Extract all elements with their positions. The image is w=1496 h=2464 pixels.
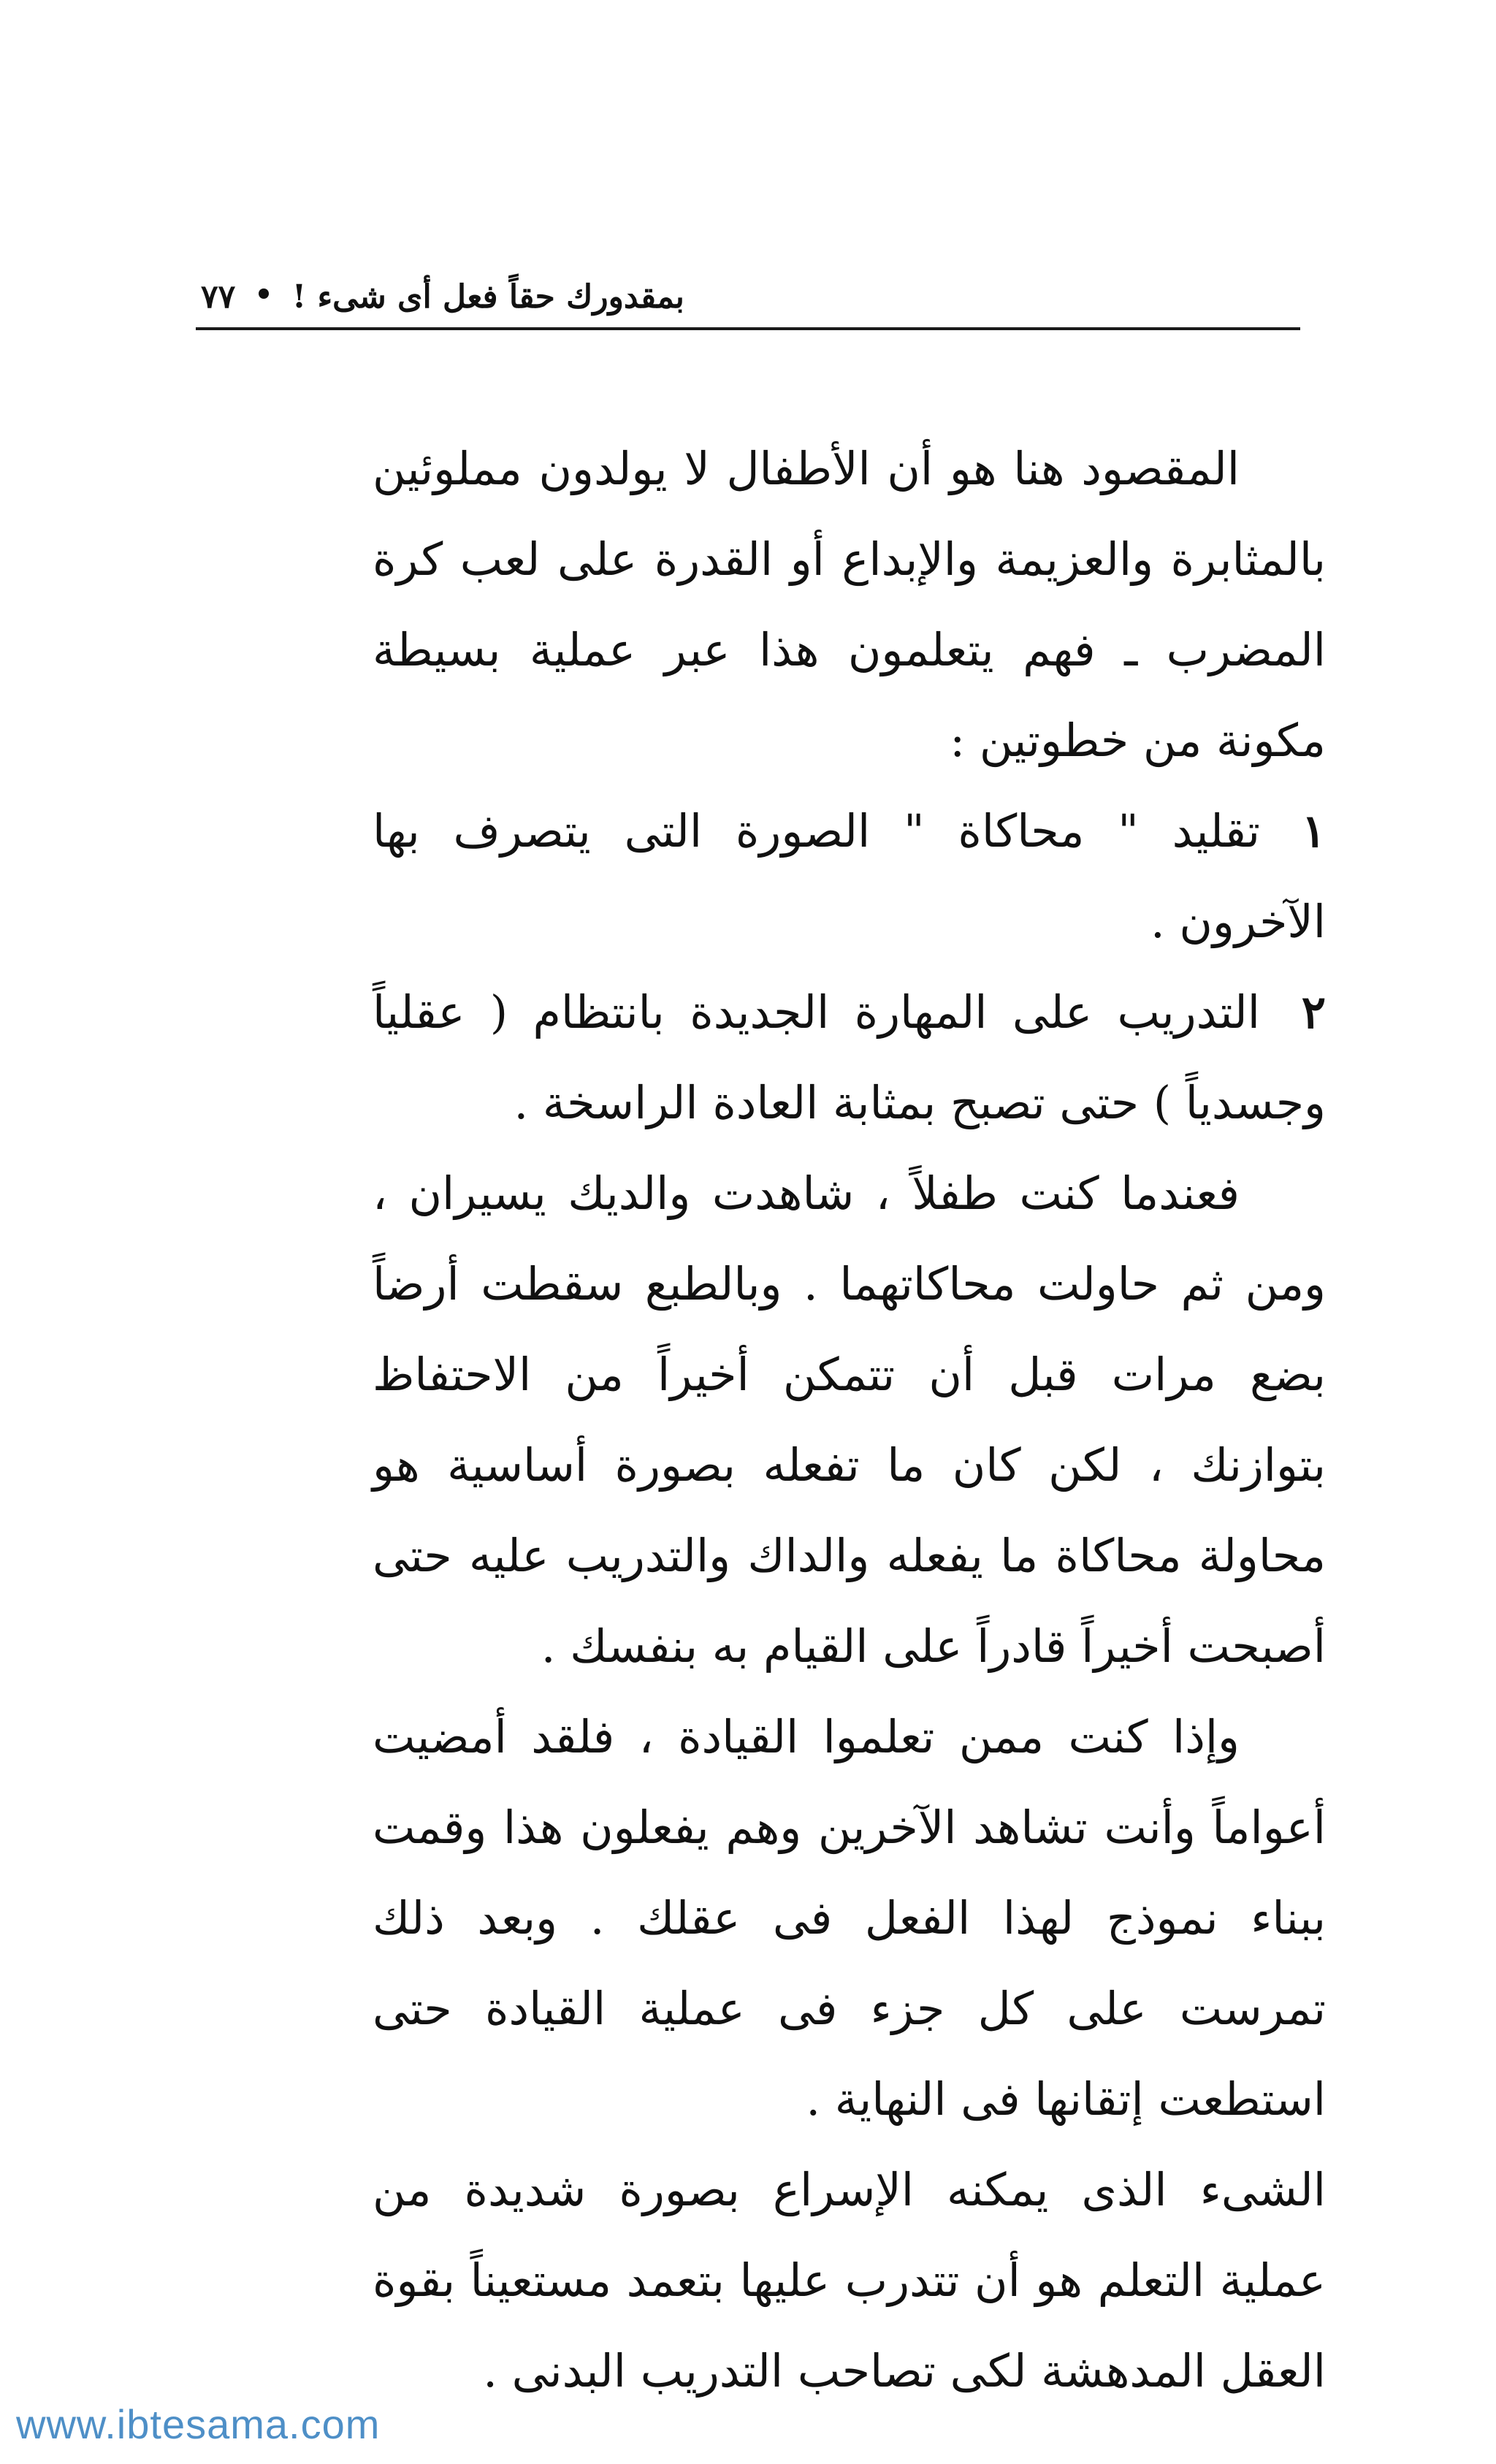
running-head-title: بمقدورك حقاً فعل أى شىء ! — [291, 278, 684, 316]
list-item-1 — [373, 786, 1326, 967]
running-head — [201, 257, 1295, 316]
list-item-2-number: ٢ — [1301, 985, 1326, 1039]
list-item-2 — [373, 967, 1326, 1148]
header-rule — [196, 327, 1300, 330]
bullet-separator: • — [254, 278, 273, 312]
list-item-2-text: التدريب على المهارة الجديدة بانتظام ( عقلياً وجسدياً ) حتى تصبح بمثابة العادة الراسخة . — [373, 985, 1326, 1129]
paragraph-4: الشىء الذى يمكنه الإسراع بصورة شديدة من عملية التعلم هو أن تتدرب عليها بتعمد مستعيناً بقوة العقل المدهشة لكى تصاحب التدريب البدنى . — [373, 2163, 1326, 2398]
paragraph-3: وإذا كنت ممن تعلموا القيادة ، فلقد أمضيت أعواماً وأنت تشاهد الآخرين وهم يفعلون هذا وقمت ببناء نموذج لهذا الفعل فى عقلك . وبعد ذلك تمرست على كل جزء فى عملية القيادة حتى استطعت إتقانها فى النهاية . — [373, 1710, 1326, 2126]
list-item-1-text: تقليد " محاكاة " الصورة التى يتصرف بها الآخرون . — [373, 804, 1326, 948]
paragraph-1: المقصود هنا هو أن الأطفال لا يولدون مملوئين بالمثابرة والعزيمة والإبداع أو القدرة على لعب كرة المضرب ـ فهم يتعلمون هذا عبر عملية بسيطة مكونة من خطوتين : — [373, 442, 1326, 767]
watermark-url: www.ibtesama.com — [16, 2401, 381, 2447]
page-number: ٧٧ — [201, 278, 236, 316]
paragraph-2: فعندما كنت طفلاً ، شاهدت والديك يسيران ، ومن ثم حاولت محاكاتهما . وبالطبع سقطت أرضاً بضع مرات قبل أن تتمكن أخيراً من الاحتفاظ بتوازنك ، لكن كان ما تفعله بصورة أساسية هو محاولة محاكاة ما يفعله والداك والتدريب عليه حتى أصبحت أخيراً قادراً على القيام به بنفسك . — [373, 1167, 1326, 1673]
page-body — [373, 424, 1326, 2417]
list-item-1-number: ١ — [1301, 804, 1326, 858]
